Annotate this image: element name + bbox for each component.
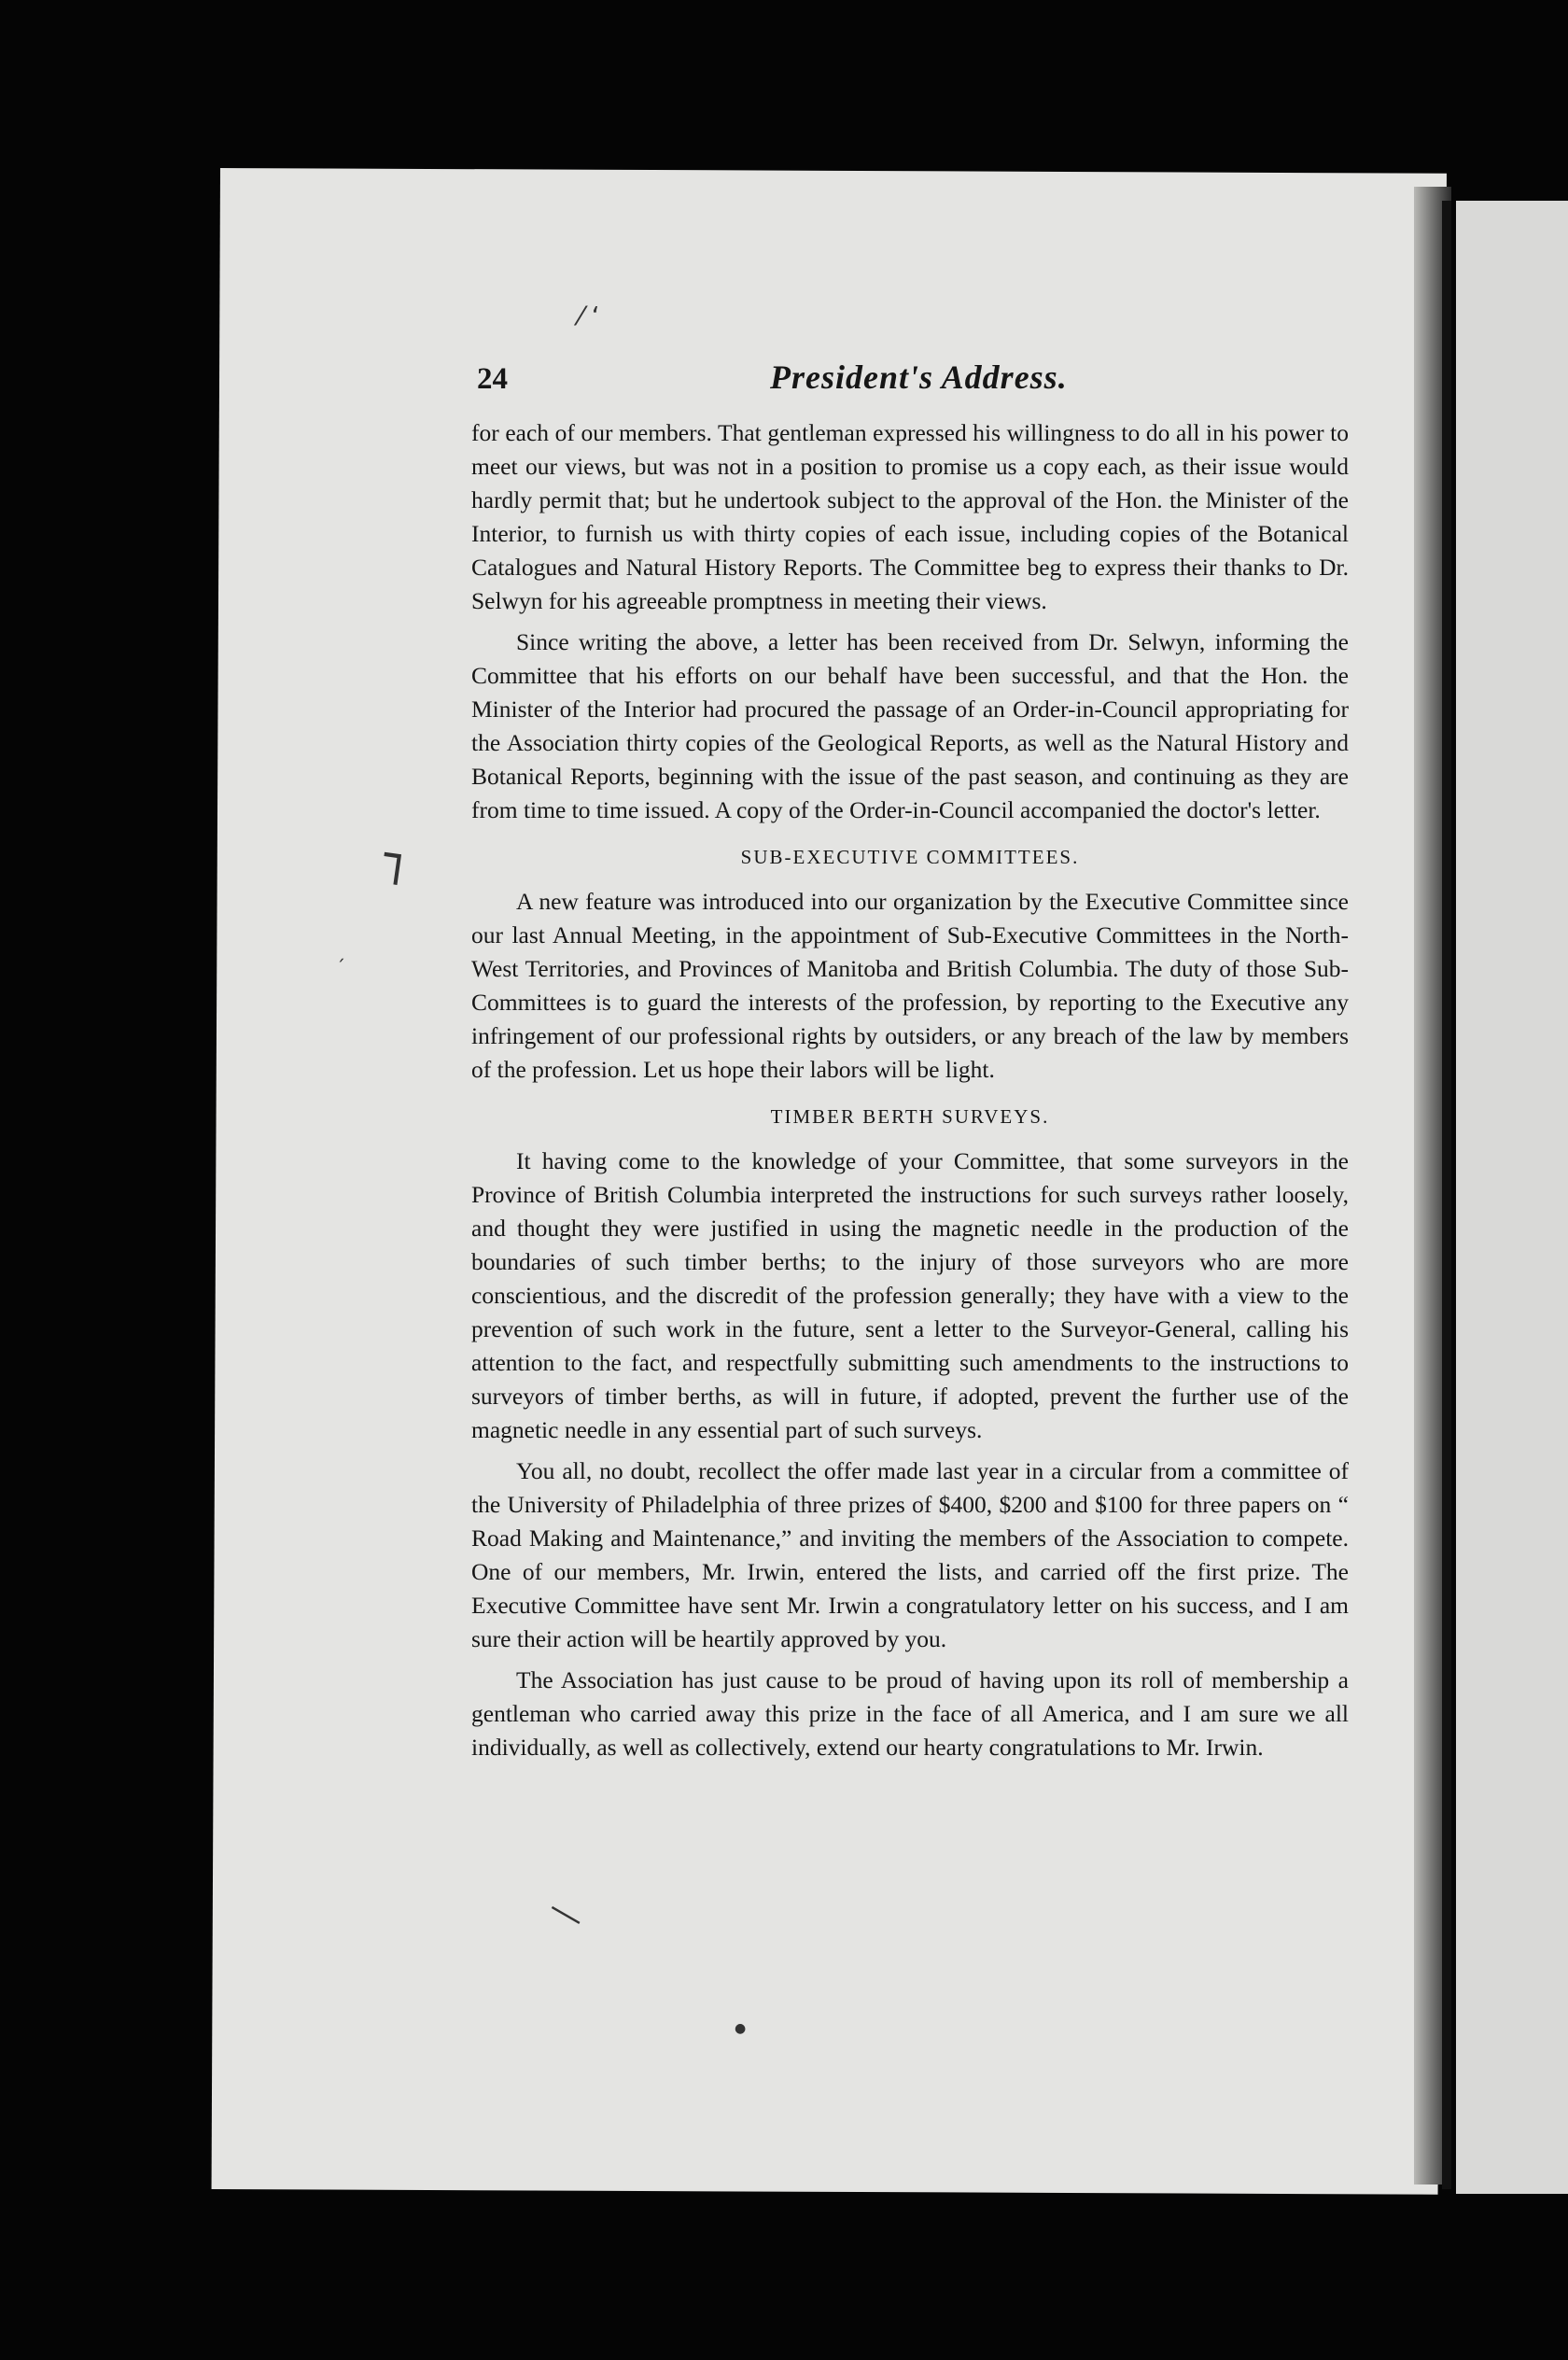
running-title: President's Address. xyxy=(770,358,1068,396)
paragraph: You all, no doubt, recollect the offer made last year in a circular from a committee of the University of Philadelphia of three prizes of $400, $200 and $100 for three papers on “ Road Making and Maintenance,” and inviting the members of the Association to compete. One of our members, Mr. Irwin, entered the lists, and carried off the first prize. The Executive Committee have sent Mr. Irwin a congratulatory letter on his success, and I am sure their action will be heartily approved by you. xyxy=(471,1457,1349,1652)
paragraph: Since writing the above, a letter has been received from Dr. Selwyn, informing the Committee that his efforts on our behalf have been successful, and that the Hon. the Minister of the Interior had procured the passage of an Order-in-Council appropriating for the Association thirty copies of the Geological Reports, as well as the Natural History and Botanical Reports, beginning with the issue of the past season, and continuing as they are from time to time issued. A copy of the Order-in-Council accompanied the doctor's letter. xyxy=(471,628,1349,823)
stray-mark: ┐ xyxy=(380,827,418,887)
running-head xyxy=(471,358,1349,409)
section-heading: TIMBER BERTH SURVEYS. xyxy=(770,1105,1050,1128)
binding-line xyxy=(1442,201,1451,2189)
left-page-text xyxy=(471,358,1349,1772)
stray-mark: ● xyxy=(735,2021,747,2036)
stray-mark: ⁄ ‘ xyxy=(579,301,600,331)
paragraph: The Association has just cause to be proud of having upon its roll of membership a gentleman who carried away this prize in the face of all America, and I am sure we all individually, as well as collectively, extend our hearty congratulations to Mr. Irwin. xyxy=(471,1666,1349,1761)
page-number: 24 xyxy=(477,362,508,396)
paragraph: It having come to the knowledge of your Committee, that some surveyors in the Province of British Columbia interpreted the instructions for such surveys rather loosely, and thought they were justified in using the magnetic needle in the production of the boundaries of such timber berths; to the injury of those surveyors who are more conscientious, and the discredit of the profession generally; they have with a view to the prevention of such work in the future, sent a letter to the Surveyor-General, calling his attention to the fact, and respectfully submitting such amendments to the instructions to surveyors of timber berths, as will in future, if adopted, prevent the further use of the magnetic needle in any essential part of such surveys. xyxy=(471,1147,1349,1443)
right-page xyxy=(1456,201,1568,2194)
paragraph: for each of our members. That gentleman expressed his willingness to do all in his power to meet our views, but was not in a position to promise us a copy each, as their issue would hardly permit that; but he undertook subject to the approval of the Hon. the Minister of the Interior, to furnish us with thirty copies of each issue, including copies of the Botanical Catalogues and Natural History Reports. The Committee beg to express their thanks to Dr. Selwyn for his agreeable promptness in meeting their views. xyxy=(471,419,1349,614)
stray-mark: ― xyxy=(543,1889,590,1938)
paragraph: A new feature was introduced into our organization by the Executive Committee since our last Annual Meeting, in the appointment of Sub-Executive Committees in the North-West Territories, and Provinces of Manitoba and British Columbia. The duty of those Sub-Committees is to guard the interests of the profession, by reporting to the Executive any infringement of our professional rights by outsiders, or any breach of the law by members of the profession. Let us hope their labors will be light. xyxy=(471,888,1349,1083)
stray-mark: ´ xyxy=(336,956,345,978)
section-heading: SUB-EXECUTIVE COMMITTEES. xyxy=(740,846,1080,868)
